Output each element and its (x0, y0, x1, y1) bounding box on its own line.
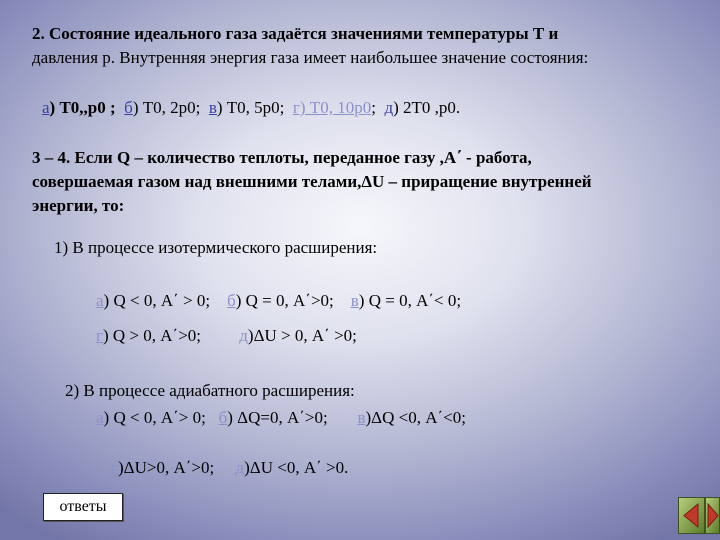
p1-option-g-label[interactable]: г (96, 326, 103, 345)
p2-option-b-text: ) ΔQ=0, А΄>0; (227, 408, 328, 427)
triangle-left-icon (678, 497, 705, 534)
p2-option-d-label[interactable]: д (235, 458, 245, 477)
p1-option-a-label[interactable]: а (96, 291, 104, 310)
question-34-line-1: 3 – 4. Если Q – количество теплоты, переданное газу ,А΄ - работа, (32, 148, 532, 167)
q2-option-a-text: ) Т0,,р0 ; (49, 98, 116, 117)
question-2-line-1: 2. Состояние идеального газа задаётся значениями температуры Т и (32, 24, 559, 43)
q2-option-d-label[interactable]: д (384, 98, 394, 117)
part-2-options-row-1 (96, 406, 466, 430)
q2-option-b-label[interactable]: б (124, 98, 133, 117)
p2-option-v-text: )ΔQ <0, А΄<0; (365, 408, 466, 427)
p1-option-g-text: ) Q > 0, А΄>0; (102, 326, 202, 345)
part-2-options-row-2 (111, 456, 348, 480)
previous-slide-button[interactable] (678, 497, 705, 534)
p2-option-a-label[interactable]: а (96, 408, 104, 427)
next-slide-button[interactable] (705, 497, 720, 534)
p2-option-a-text: ) Q < 0, А΄> 0; (103, 408, 206, 427)
part-1-options-row-2 (96, 324, 357, 348)
p2-option-g-label[interactable]: г (111, 458, 118, 477)
part-1-title: 1) В процессе изотермического расширения: (54, 238, 378, 257)
p1-option-b-label[interactable]: б (227, 291, 236, 310)
question-34-line-3: энергии, то: (32, 196, 125, 215)
p1-option-v-text: ) Q = 0, А΄< 0; (358, 291, 462, 310)
part-2-title: 2) В процессе адиабатного расширения: (65, 381, 355, 400)
answers-button[interactable]: ответы (43, 493, 123, 521)
p1-option-d-label[interactable]: д (239, 326, 248, 345)
question-2-options (42, 96, 460, 120)
q2-option-g-label[interactable]: г) Т0, 10р0 (292, 98, 372, 117)
p1-option-v-label[interactable]: в (350, 291, 359, 310)
p2-option-b-label[interactable]: б (218, 408, 228, 427)
p1-option-b-text: ) Q = 0, А΄>0; (235, 291, 334, 310)
q2-option-d-text: ) 2Т0 ,р0. (393, 98, 461, 117)
p1-option-d-text: )ΔU > 0, А΄ >0; (247, 326, 357, 345)
p2-option-g-text: )ΔU>0, А΄>0; (117, 458, 215, 477)
p2-option-v-label[interactable]: в (357, 408, 366, 427)
q2-option-b-text: ) Т0, 2р0; (132, 98, 201, 117)
q2-option-v-text: ) Т0, 5р0; (216, 98, 285, 117)
question-34-line-2: совершаемая газом над внешними телами,ΔU – приращение внутренней (32, 172, 592, 191)
q2-option-g-text: ; (371, 98, 376, 117)
triangle-right-icon (705, 497, 720, 534)
q2-option-v-label[interactable]: в (208, 98, 217, 117)
q2-option-a-label[interactable]: а (42, 98, 50, 117)
part-1-options-row-1 (96, 289, 461, 313)
p1-option-a-text: ) Q < 0, А΄ > 0; (103, 291, 211, 310)
p2-option-d-text: )ΔU <0, А΄ >0. (244, 458, 349, 477)
question-2-line-2: давления р. Внутренняя энергия газа имеет наибольшее значение состояния: (32, 48, 589, 67)
